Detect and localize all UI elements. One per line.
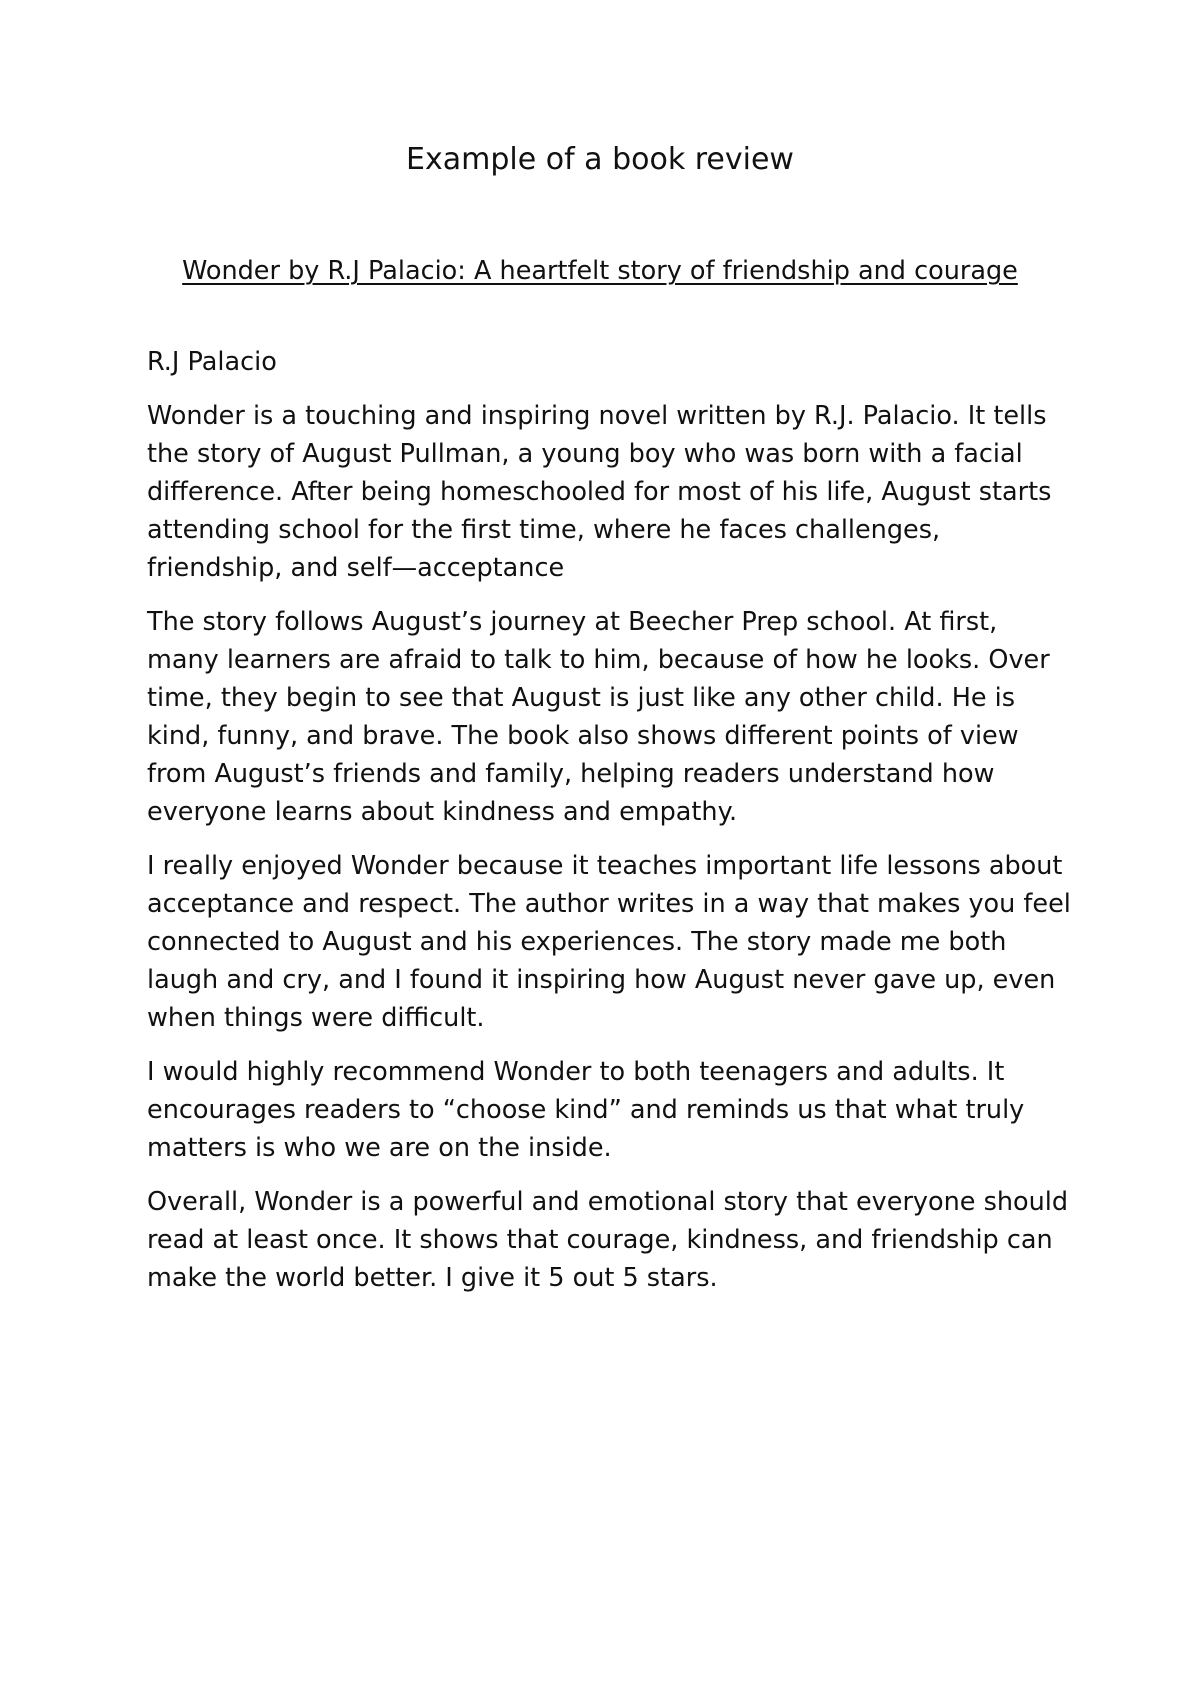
- review-headline: Wonder by R.J Palacio: A heartfelt story of friendship and courage: [182, 256, 1018, 286]
- paragraph-conclusion: Overall, Wonder is a powerful and emotional story that everyone should read at least once. It shows that courage, kindness, and friendship can make the world better. I give it 5 out 5 stars.: [147, 1187, 1069, 1293]
- page-title: Example of a book review: [406, 142, 794, 177]
- author-line: R.J Palacio: [147, 347, 277, 377]
- paragraph-opinion: I really enjoyed Wonder because it teaches important life lessons about acceptance and respect. The author writes in a way that makes you feel connected to August and his experiences. The story made me both laugh and cry, and I found it inspiring how August never gave up, even when things were difficult.: [147, 851, 1071, 1033]
- review-body: [147, 343, 1072, 1313]
- paragraph-intro: Wonder is a touching and inspiring novel written by R.J. Palacio. It tells the story of August Pullman, a young boy who was born with a facial difference. After being homeschooled for most of his life, August starts attending school for the first time, where he faces challenges, friendship, and self—acceptance: [147, 401, 1052, 583]
- paragraph-recommendation: I would highly recommend Wonder to both teenagers and adults. It encourages readers to “choose kind” and reminds us that what truly matters is who we are on the inside.: [147, 1057, 1025, 1163]
- paragraph-story: The story follows August’s journey at Beecher Prep school. At first, many learners are afraid to talk to him, because of how he looks. Over time, they begin to see that August is just like any other child. He is kind, funny, and brave. The book also shows different points of view from August’s friends and family, helping readers understand how everyone learns about kindness and empathy.: [147, 607, 1050, 827]
